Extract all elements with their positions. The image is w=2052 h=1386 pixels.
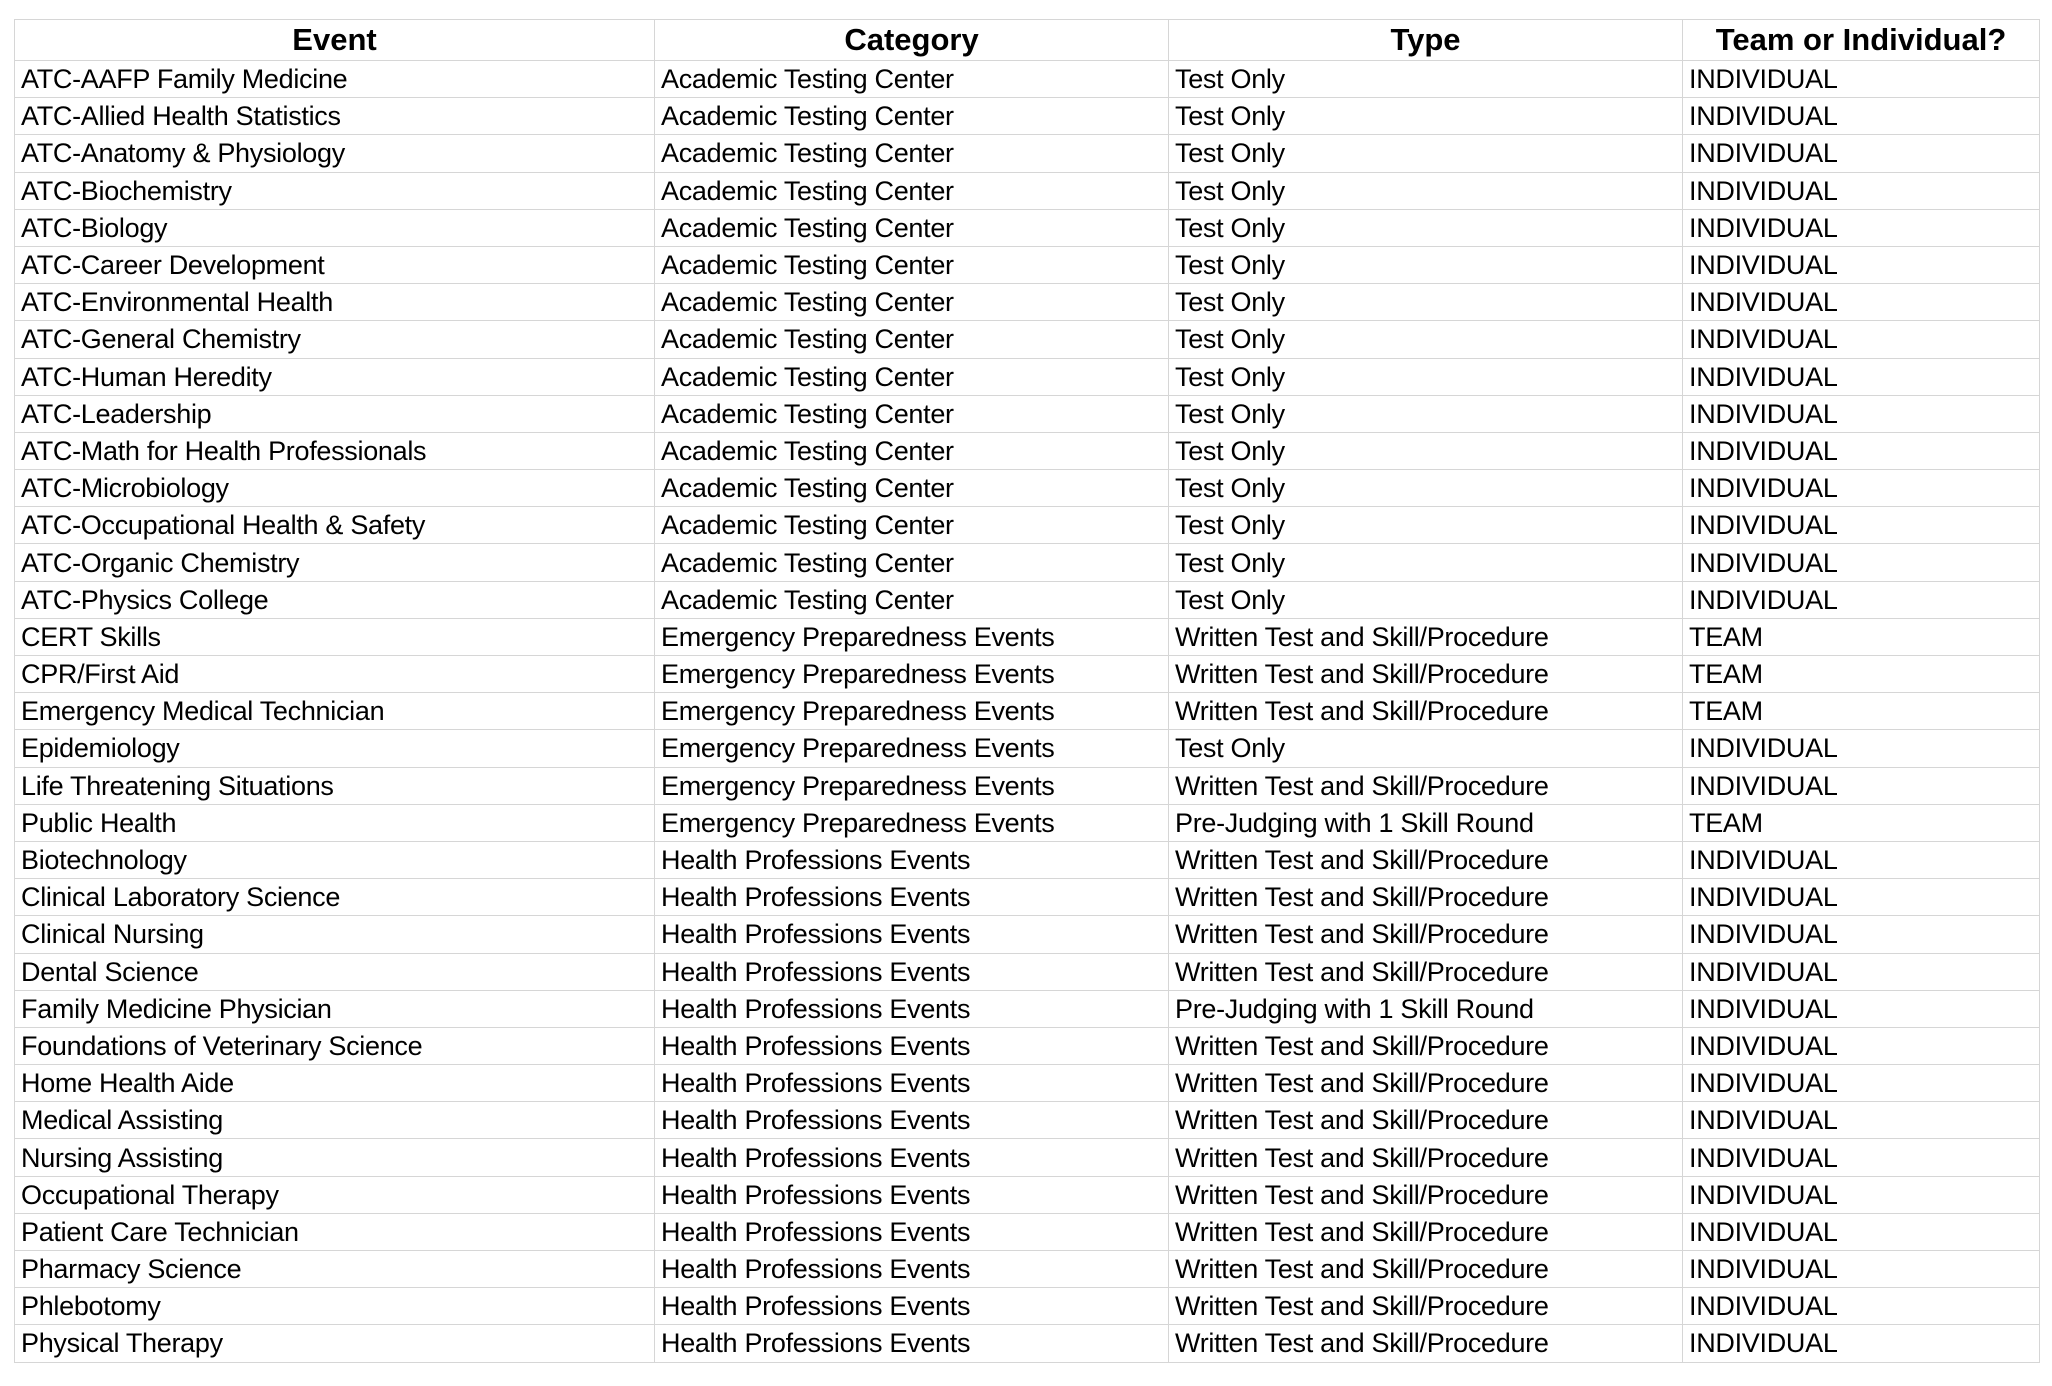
- cell-type: Written Test and Skill/Procedure: [1169, 1027, 1683, 1064]
- cell-type: Test Only: [1169, 284, 1683, 321]
- cell-category: Health Professions Events: [655, 1065, 1169, 1102]
- cell-team-or-individual: INDIVIDUAL: [1683, 98, 2040, 135]
- table-row: [15, 1251, 2040, 1288]
- cell-event: Pharmacy Science: [15, 1251, 655, 1288]
- cell-category: Health Professions Events: [655, 879, 1169, 916]
- cell-category: Emergency Preparedness Events: [655, 693, 1169, 730]
- cell-type: Written Test and Skill/Procedure: [1169, 618, 1683, 655]
- cell-team-or-individual: INDIVIDUAL: [1683, 581, 2040, 618]
- cell-category: Academic Testing Center: [655, 470, 1169, 507]
- cell-category: Health Professions Events: [655, 1325, 1169, 1362]
- cell-type: Written Test and Skill/Procedure: [1169, 953, 1683, 990]
- cell-team-or-individual: INDIVIDUAL: [1683, 953, 2040, 990]
- cell-type: Test Only: [1169, 730, 1683, 767]
- cell-type: Test Only: [1169, 358, 1683, 395]
- cell-team-or-individual: INDIVIDUAL: [1683, 209, 2040, 246]
- cell-team-or-individual: INDIVIDUAL: [1683, 284, 2040, 321]
- table-row: [15, 1176, 2040, 1213]
- cell-event: ATC-AAFP Family Medicine: [15, 61, 655, 98]
- cell-category: Health Professions Events: [655, 1213, 1169, 1250]
- table-row: [15, 990, 2040, 1027]
- header-team-or-individual: Team or Individual?: [1683, 20, 2040, 61]
- table-body: [15, 61, 2040, 1363]
- table-row: [15, 879, 2040, 916]
- cell-type: Written Test and Skill/Procedure: [1169, 1139, 1683, 1176]
- cell-type: Written Test and Skill/Procedure: [1169, 879, 1683, 916]
- cell-category: Health Professions Events: [655, 953, 1169, 990]
- events-table: [14, 19, 2040, 1363]
- cell-category: Academic Testing Center: [655, 507, 1169, 544]
- cell-type: Written Test and Skill/Procedure: [1169, 693, 1683, 730]
- cell-team-or-individual: INDIVIDUAL: [1683, 321, 2040, 358]
- cell-category: Emergency Preparedness Events: [655, 656, 1169, 693]
- table-row: [15, 767, 2040, 804]
- cell-category: Emergency Preparedness Events: [655, 618, 1169, 655]
- cell-event: ATC-Organic Chemistry: [15, 544, 655, 581]
- cell-type: Test Only: [1169, 135, 1683, 172]
- cell-event: ATC-Career Development: [15, 246, 655, 283]
- cell-type: Written Test and Skill/Procedure: [1169, 1325, 1683, 1362]
- cell-category: Health Professions Events: [655, 841, 1169, 878]
- cell-category: Health Professions Events: [655, 990, 1169, 1027]
- header-event: Event: [15, 20, 655, 61]
- cell-event: ATC-Environmental Health: [15, 284, 655, 321]
- cell-type: Test Only: [1169, 581, 1683, 618]
- table-row: [15, 544, 2040, 581]
- cell-category: Academic Testing Center: [655, 209, 1169, 246]
- table-row: [15, 209, 2040, 246]
- cell-team-or-individual: INDIVIDUAL: [1683, 246, 2040, 283]
- cell-event: CPR/First Aid: [15, 656, 655, 693]
- cell-type: Test Only: [1169, 507, 1683, 544]
- cell-team-or-individual: INDIVIDUAL: [1683, 432, 2040, 469]
- cell-event: ATC-Human Heredity: [15, 358, 655, 395]
- table-row: [15, 916, 2040, 953]
- table-row: [15, 581, 2040, 618]
- table-row: [15, 61, 2040, 98]
- cell-category: Academic Testing Center: [655, 581, 1169, 618]
- cell-team-or-individual: TEAM: [1683, 804, 2040, 841]
- cell-event: ATC-Math for Health Professionals: [15, 432, 655, 469]
- cell-category: Academic Testing Center: [655, 395, 1169, 432]
- table-row: [15, 246, 2040, 283]
- cell-category: Academic Testing Center: [655, 172, 1169, 209]
- cell-type: Test Only: [1169, 470, 1683, 507]
- table-row: [15, 98, 2040, 135]
- cell-type: Test Only: [1169, 321, 1683, 358]
- table-row: [15, 693, 2040, 730]
- table-row: [15, 656, 2040, 693]
- cell-category: Academic Testing Center: [655, 135, 1169, 172]
- cell-team-or-individual: INDIVIDUAL: [1683, 1213, 2040, 1250]
- cell-event: Biotechnology: [15, 841, 655, 878]
- cell-team-or-individual: INDIVIDUAL: [1683, 1027, 2040, 1064]
- cell-event: Epidemiology: [15, 730, 655, 767]
- cell-category: Health Professions Events: [655, 1139, 1169, 1176]
- cell-type: Test Only: [1169, 209, 1683, 246]
- cell-team-or-individual: INDIVIDUAL: [1683, 358, 2040, 395]
- cell-team-or-individual: INDIVIDUAL: [1683, 172, 2040, 209]
- cell-event: Life Threatening Situations: [15, 767, 655, 804]
- cell-event: Emergency Medical Technician: [15, 693, 655, 730]
- cell-team-or-individual: INDIVIDUAL: [1683, 135, 2040, 172]
- cell-category: Health Professions Events: [655, 1251, 1169, 1288]
- cell-category: Health Professions Events: [655, 1288, 1169, 1325]
- cell-team-or-individual: INDIVIDUAL: [1683, 1176, 2040, 1213]
- cell-category: Academic Testing Center: [655, 246, 1169, 283]
- cell-event: Physical Therapy: [15, 1325, 655, 1362]
- cell-team-or-individual: INDIVIDUAL: [1683, 544, 2040, 581]
- cell-event: Family Medicine Physician: [15, 990, 655, 1027]
- cell-category: Health Professions Events: [655, 1027, 1169, 1064]
- cell-event: Patient Care Technician: [15, 1213, 655, 1250]
- cell-category: Health Professions Events: [655, 1102, 1169, 1139]
- cell-type: Test Only: [1169, 61, 1683, 98]
- cell-team-or-individual: TEAM: [1683, 656, 2040, 693]
- cell-team-or-individual: INDIVIDUAL: [1683, 841, 2040, 878]
- table-row: [15, 358, 2040, 395]
- cell-category: Academic Testing Center: [655, 98, 1169, 135]
- header-row: [15, 20, 2040, 61]
- cell-type: Written Test and Skill/Procedure: [1169, 1251, 1683, 1288]
- cell-type: Pre-Judging with 1 Skill Round: [1169, 990, 1683, 1027]
- cell-type: Test Only: [1169, 395, 1683, 432]
- cell-team-or-individual: INDIVIDUAL: [1683, 1139, 2040, 1176]
- cell-team-or-individual: INDIVIDUAL: [1683, 1065, 2040, 1102]
- header-type: Type: [1169, 20, 1683, 61]
- cell-team-or-individual: TEAM: [1683, 693, 2040, 730]
- cell-team-or-individual: INDIVIDUAL: [1683, 1288, 2040, 1325]
- cell-team-or-individual: INDIVIDUAL: [1683, 61, 2040, 98]
- cell-event: ATC-Allied Health Statistics: [15, 98, 655, 135]
- cell-team-or-individual: INDIVIDUAL: [1683, 1325, 2040, 1362]
- cell-type: Written Test and Skill/Procedure: [1169, 1176, 1683, 1213]
- table-row: [15, 172, 2040, 209]
- cell-type: Test Only: [1169, 246, 1683, 283]
- cell-type: Written Test and Skill/Procedure: [1169, 656, 1683, 693]
- cell-category: Academic Testing Center: [655, 61, 1169, 98]
- cell-type: Test Only: [1169, 172, 1683, 209]
- cell-event: ATC-Leadership: [15, 395, 655, 432]
- cell-event: ATC-Anatomy & Physiology: [15, 135, 655, 172]
- cell-category: Academic Testing Center: [655, 321, 1169, 358]
- cell-event: Occupational Therapy: [15, 1176, 655, 1213]
- cell-event: ATC-General Chemistry: [15, 321, 655, 358]
- table-row: [15, 507, 2040, 544]
- cell-event: ATC-Biochemistry: [15, 172, 655, 209]
- table-row: [15, 730, 2040, 767]
- table-row: [15, 804, 2040, 841]
- cell-event: Public Health: [15, 804, 655, 841]
- cell-category: Academic Testing Center: [655, 432, 1169, 469]
- table-row: [15, 321, 2040, 358]
- table-row: [15, 432, 2040, 469]
- table-row: [15, 953, 2040, 990]
- cell-category: Emergency Preparedness Events: [655, 767, 1169, 804]
- table-row: [15, 1065, 2040, 1102]
- cell-team-or-individual: TEAM: [1683, 618, 2040, 655]
- cell-event: Dental Science: [15, 953, 655, 990]
- cell-type: Test Only: [1169, 544, 1683, 581]
- cell-type: Written Test and Skill/Procedure: [1169, 767, 1683, 804]
- cell-team-or-individual: INDIVIDUAL: [1683, 1251, 2040, 1288]
- table-row: [15, 1325, 2040, 1362]
- cell-event: Phlebotomy: [15, 1288, 655, 1325]
- cell-event: ATC-Microbiology: [15, 470, 655, 507]
- table-row: [15, 284, 2040, 321]
- table-row: [15, 135, 2040, 172]
- table-row: [15, 1288, 2040, 1325]
- cell-category: Emergency Preparedness Events: [655, 804, 1169, 841]
- table-row: [15, 1102, 2040, 1139]
- cell-team-or-individual: INDIVIDUAL: [1683, 879, 2040, 916]
- cell-type: Test Only: [1169, 98, 1683, 135]
- table-row: [15, 841, 2040, 878]
- table-row: [15, 618, 2040, 655]
- cell-event: Nursing Assisting: [15, 1139, 655, 1176]
- cell-type: Written Test and Skill/Procedure: [1169, 916, 1683, 953]
- cell-category: Academic Testing Center: [655, 284, 1169, 321]
- cell-category: Academic Testing Center: [655, 358, 1169, 395]
- cell-type: Written Test and Skill/Procedure: [1169, 1102, 1683, 1139]
- cell-event: CERT Skills: [15, 618, 655, 655]
- header-category: Category: [655, 20, 1169, 61]
- cell-category: Health Professions Events: [655, 916, 1169, 953]
- cell-event: Home Health Aide: [15, 1065, 655, 1102]
- cell-category: Health Professions Events: [655, 1176, 1169, 1213]
- cell-event: Clinical Nursing: [15, 916, 655, 953]
- table-row: [15, 395, 2040, 432]
- cell-type: Pre-Judging with 1 Skill Round: [1169, 804, 1683, 841]
- cell-type: Written Test and Skill/Procedure: [1169, 841, 1683, 878]
- cell-team-or-individual: INDIVIDUAL: [1683, 1102, 2040, 1139]
- cell-team-or-individual: INDIVIDUAL: [1683, 470, 2040, 507]
- cell-event: Clinical Laboratory Science: [15, 879, 655, 916]
- cell-team-or-individual: INDIVIDUAL: [1683, 395, 2040, 432]
- cell-event: ATC-Occupational Health & Safety: [15, 507, 655, 544]
- cell-category: Emergency Preparedness Events: [655, 730, 1169, 767]
- cell-team-or-individual: INDIVIDUAL: [1683, 990, 2040, 1027]
- cell-team-or-individual: INDIVIDUAL: [1683, 507, 2040, 544]
- cell-type: Test Only: [1169, 432, 1683, 469]
- table-header: [15, 20, 2040, 61]
- cell-team-or-individual: INDIVIDUAL: [1683, 730, 2040, 767]
- cell-type: Written Test and Skill/Procedure: [1169, 1288, 1683, 1325]
- cell-type: Written Test and Skill/Procedure: [1169, 1065, 1683, 1102]
- cell-team-or-individual: INDIVIDUAL: [1683, 916, 2040, 953]
- table-row: [15, 470, 2040, 507]
- table-row: [15, 1027, 2040, 1064]
- cell-team-or-individual: INDIVIDUAL: [1683, 767, 2040, 804]
- cell-category: Academic Testing Center: [655, 544, 1169, 581]
- cell-event: Foundations of Veterinary Science: [15, 1027, 655, 1064]
- cell-type: Written Test and Skill/Procedure: [1169, 1213, 1683, 1250]
- cell-event: Medical Assisting: [15, 1102, 655, 1139]
- table-row: [15, 1213, 2040, 1250]
- cell-event: ATC-Biology: [15, 209, 655, 246]
- cell-event: ATC-Physics College: [15, 581, 655, 618]
- table-row: [15, 1139, 2040, 1176]
